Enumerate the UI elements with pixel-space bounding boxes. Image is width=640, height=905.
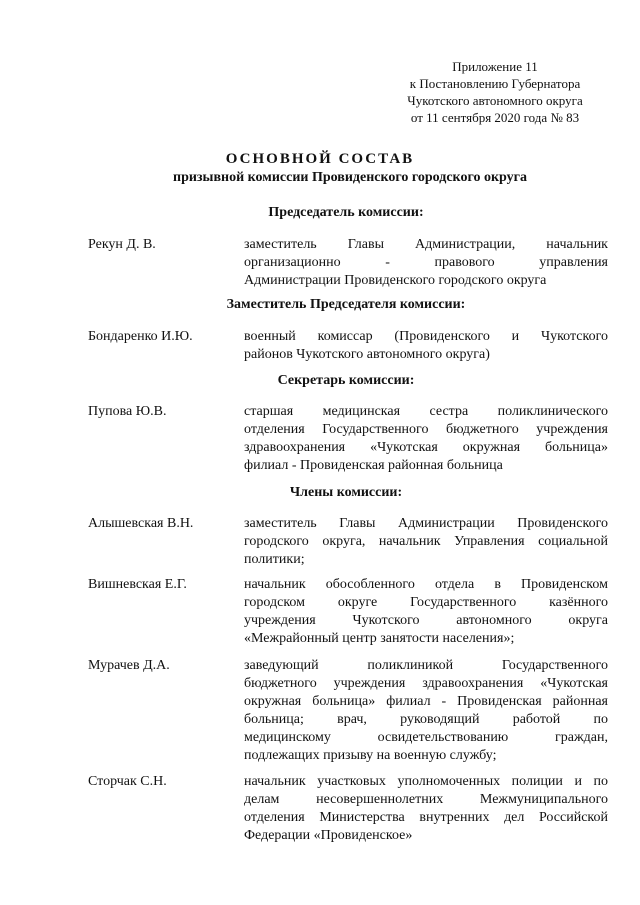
position-line: подлежащих призыву на военную службу; <box>244 748 497 763</box>
member-name: Сторчак С.Н. <box>88 774 167 789</box>
position-line: учреждения Чукотского автономного округа <box>244 613 608 628</box>
position-line: организационно - правового управления <box>244 255 608 270</box>
document-title: ОСНОВНОЙ СОСТАВ <box>225 151 415 167</box>
appendix-line: от 11 сентября 2020 года № 83 <box>410 110 580 125</box>
position-line: бюджетного учреждения здравоохранения «Чукотская <box>244 676 608 691</box>
position-line: филиал - Провиденская районная больница <box>244 458 503 473</box>
member-position <box>244 236 608 290</box>
position-line: городского округа, начальник Управления социальной <box>244 534 608 549</box>
member-position <box>244 515 608 569</box>
section-heading-members: Члены комиссии: <box>289 485 403 500</box>
member-name: Пупова Ю.В. <box>88 404 167 419</box>
position-line: отделения Государственного бюджетного учреждения <box>244 422 608 437</box>
document-subtitle: призывной комиссии Провиденского городского округа <box>173 170 527 185</box>
position-line: Администрации Провиденского городского округа <box>244 273 547 288</box>
position-line: заместитель Главы Администрации, начальник <box>244 237 608 252</box>
position-line: военный комиссар (Провиденского и Чукотского <box>244 329 608 344</box>
member-position <box>244 657 608 765</box>
position-line: медицинскому освидетельствованию граждан, <box>244 730 608 745</box>
appendix-block <box>395 58 595 126</box>
position-line: старшая медицинская сестра поликлинического <box>244 404 608 419</box>
section-heading-secretary: Секретарь комиссии: <box>277 373 415 388</box>
position-line: больница; врач, руководящий работой по <box>244 712 608 727</box>
position-line: начальник участковых уполномоченных полиции и по <box>244 774 608 789</box>
appendix-line: Приложение 11 <box>452 59 538 74</box>
appendix-line: к Постановлению Губернатора <box>409 76 581 91</box>
member-name: Бондаренко И.Ю. <box>88 329 193 344</box>
position-line: окружная больница» филиал - Провиденская районная <box>244 694 608 709</box>
position-line: заместитель Главы Администрации Провиденского <box>244 516 608 531</box>
position-line: районов Чукотского автономного округа) <box>244 347 490 362</box>
member-position <box>244 328 608 364</box>
member-position <box>244 576 608 648</box>
section-heading-deputy: Заместитель Председателя комиссии: <box>226 297 466 312</box>
appendix-line: Чукотского автономного округа <box>407 93 583 108</box>
member-position <box>244 403 608 475</box>
member-name: Алышевская В.Н. <box>88 516 194 531</box>
member-position <box>244 773 608 845</box>
position-line: заведующий поликлиникой Государственного <box>244 658 608 673</box>
position-line: отделения Министерства внутренних дел Российской <box>244 810 608 825</box>
position-line: здравоохранения «Чукотская окружная больница» <box>244 440 608 455</box>
position-line: делам несовершеннолетних Межмуниципального <box>244 792 608 807</box>
position-line: «Межрайонный центр занятости населения»; <box>244 631 515 646</box>
position-line: политики; <box>244 552 305 567</box>
member-name: Мурачев Д.А. <box>88 658 170 673</box>
member-name: Вишневская Е.Г. <box>88 577 187 592</box>
position-line: Федерации «Провиденское» <box>244 828 413 843</box>
member-name: Рекун Д. В. <box>88 237 156 252</box>
position-line: городском округе Государственного казённого <box>244 595 608 610</box>
position-line: начальник обособленного отдела в Провиденском <box>244 577 608 592</box>
section-heading-chairman: Председатель комиссии: <box>268 205 424 220</box>
